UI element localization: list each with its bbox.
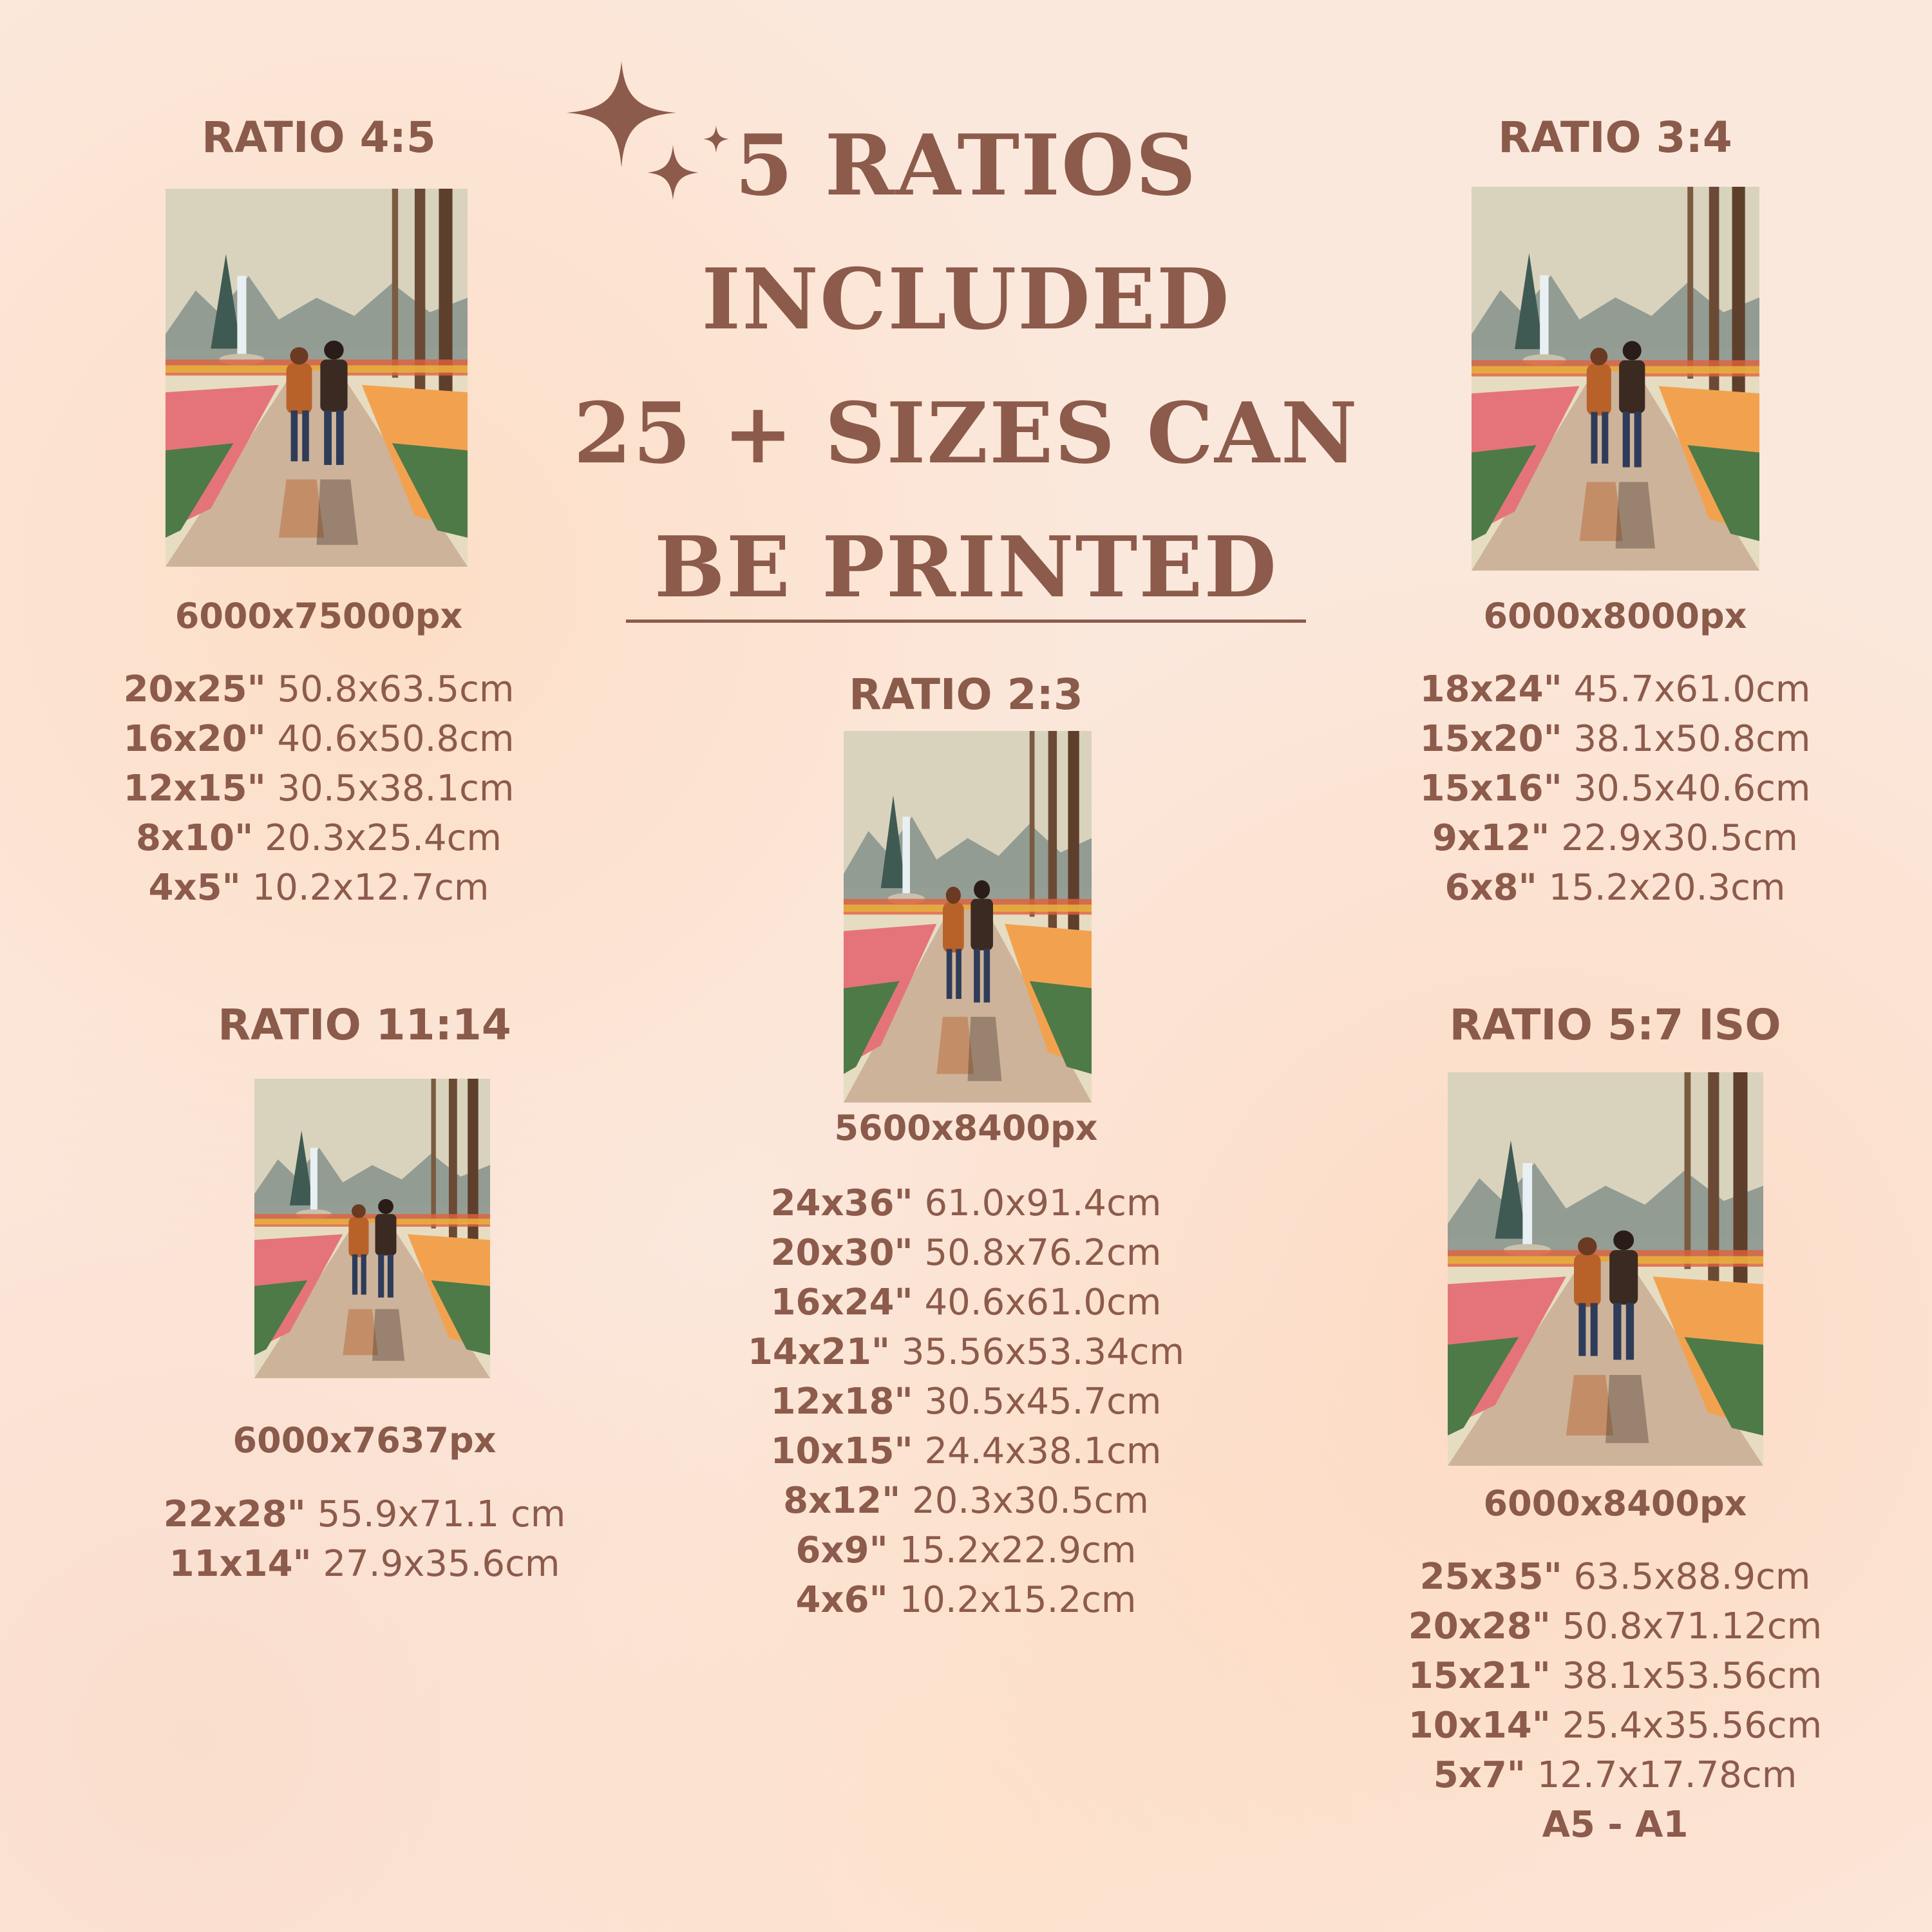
pixel-dimensions: 6000x8000px (1483, 596, 1747, 636)
artwork-preview-4-5 (166, 189, 468, 567)
size-row: 15x20" 38.1x50.8cm (1419, 718, 1811, 760)
headline-line-2: INCLUDED (701, 250, 1231, 348)
ratio-title: RATIO 11:14 (218, 1000, 511, 1050)
size-row: 5x7" 12.7x17.78cm (1433, 1754, 1797, 1796)
artwork-preview-3-4 (1472, 187, 1759, 571)
ratio-title: RATIO 2:3 (849, 670, 1083, 719)
size-row: 16x24" 40.6x61.0cm (770, 1282, 1162, 1323)
size-row: 10x15" 24.4x38.1cm (770, 1430, 1162, 1472)
ratio-title: RATIO 3:4 (1498, 113, 1732, 162)
pixel-dimensions: 6000x8400px (1483, 1483, 1747, 1524)
size-row: 20x25" 50.8x63.5cm (123, 668, 515, 710)
size-row: 20x30" 50.8x76.2cm (770, 1232, 1162, 1274)
artwork-preview-11-14 (254, 1079, 490, 1378)
size-list (164, 1490, 566, 1589)
artwork-preview-2-3 (844, 731, 1092, 1103)
size-row: 6x8" 15.2x20.3cm (1444, 867, 1786, 909)
size-row: 8x10" 20.3x25.4cm (136, 817, 502, 859)
size-list (1420, 665, 1811, 913)
ratio-title: RATIO 4:5 (202, 113, 436, 162)
size-list (1408, 1552, 1822, 1850)
headline-line-4: BE PRINTED (654, 518, 1278, 616)
ratio-title: RATIO 5:7 ISO (1449, 1000, 1781, 1050)
size-row: 25x35" 63.5x88.9cm (1419, 1556, 1811, 1598)
sparkle-icon (567, 61, 753, 209)
pixel-dimensions: 6000x7637px (232, 1420, 497, 1461)
size-row: 22x28" 55.9x71.1 cm (163, 1493, 566, 1535)
size-list (748, 1179, 1184, 1625)
size-row: 6x9" 15.2x22.9cm (795, 1530, 1137, 1571)
headline-divider (626, 620, 1306, 623)
size-row: 15x21" 38.1x53.56cm (1408, 1655, 1823, 1697)
size-row: 14x21" 35.56x53.34cm (747, 1331, 1185, 1373)
size-row: 4x5" 10.2x12.7cm (148, 867, 489, 909)
size-row: 16x20" 40.6x50.8cm (123, 718, 515, 760)
pixel-dimensions: 6000x75000px (175, 596, 463, 636)
headline-line-1: 5 RATIOS (734, 116, 1198, 214)
size-row: 24x36" 61.0x91.4cm (770, 1182, 1162, 1224)
size-row: 15x16" 30.5x40.6cm (1419, 768, 1811, 810)
size-row: 20x28" 50.8x71.12cm (1408, 1605, 1823, 1647)
size-row: 11x14" 27.9x35.6cm (169, 1543, 560, 1585)
headline-line-3: 25 + SIZES CAN (573, 384, 1359, 482)
size-row: A5 - A1 (1542, 1804, 1689, 1846)
size-row: 10x14" 25.4x35.56cm (1408, 1705, 1823, 1747)
artwork-preview-5-7 (1448, 1072, 1763, 1466)
pixel-dimensions: 5600x8400px (834, 1108, 1098, 1148)
size-list (124, 665, 515, 913)
size-row: 8x12" 20.3x30.5cm (783, 1480, 1149, 1522)
size-row: 12x18" 30.5x45.7cm (770, 1381, 1162, 1423)
size-row: 9x12" 22.9x30.5cm (1432, 817, 1798, 859)
size-row: 12x15" 30.5x38.1cm (123, 768, 515, 810)
size-row: 4x6" 10.2x15.2cm (795, 1579, 1137, 1621)
size-row: 18x24" 45.7x61.0cm (1419, 668, 1811, 710)
